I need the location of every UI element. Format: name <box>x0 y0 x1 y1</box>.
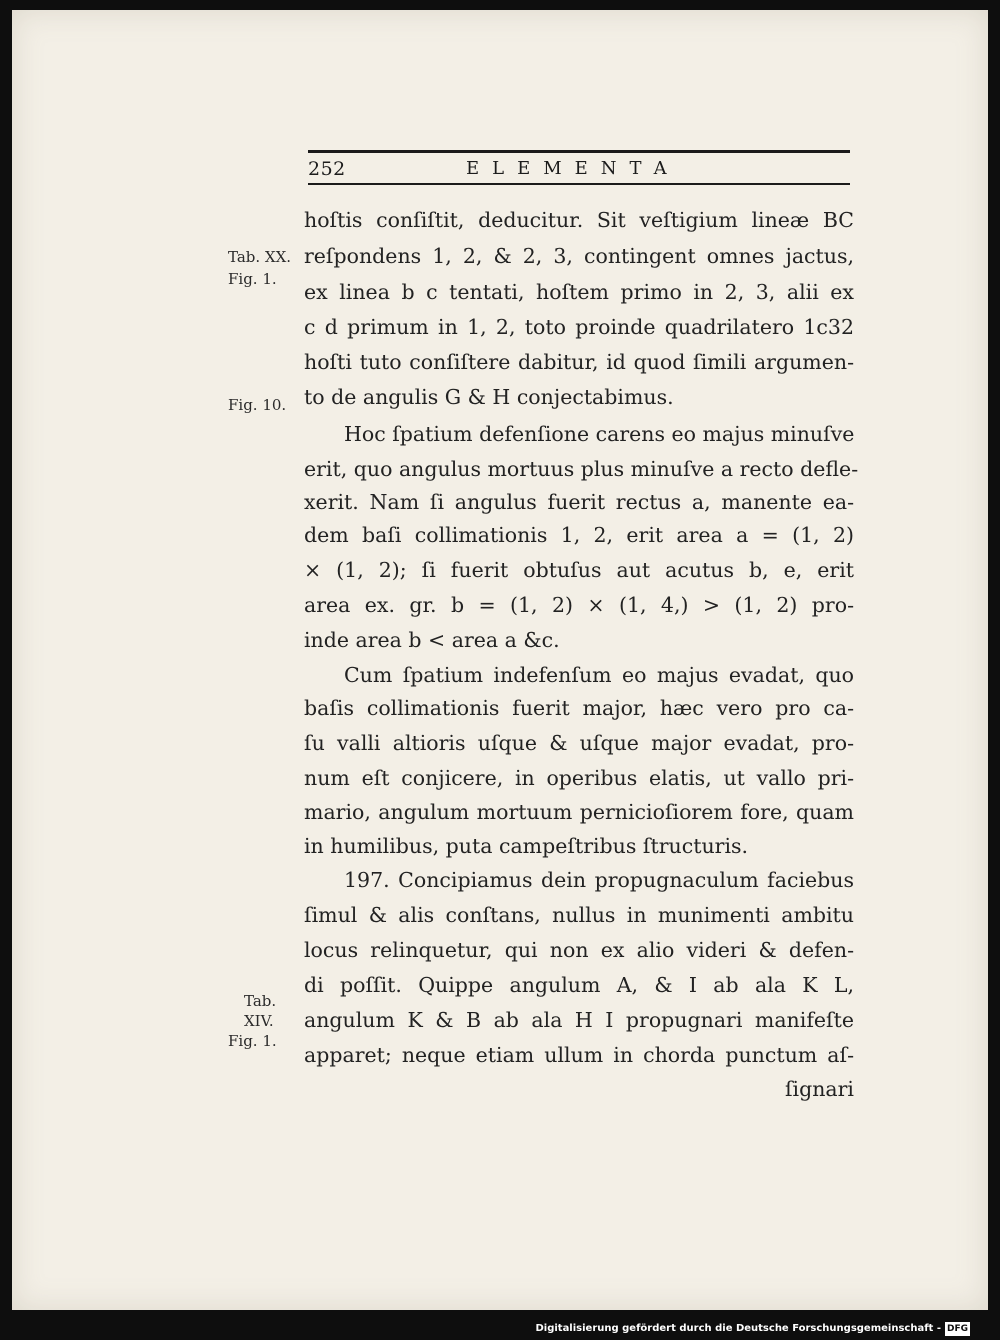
dfg-logo: DFG <box>946 1324 968 1334</box>
text-line: Cum ſpatium indefenſum eo majus evadat, quo <box>344 663 854 687</box>
text-line: hoſti tuto conſiſtere dabitur, id quod ſimili argumen- <box>304 350 854 374</box>
margin-note-fig-10: Fig. 10. <box>228 396 287 414</box>
text-line: xerit. Nam ſi angulus fuerit rectus a, manente ea- <box>304 490 854 514</box>
text-line: hoſtis conſiſtit, deducitur. Sit veſtigium lineæ BC <box>304 208 854 232</box>
margin-note-tab-xx: Tab. XX. <box>228 248 292 266</box>
text-line: ſu valli altioris uſque & uſque major evadat, pro- <box>304 731 854 755</box>
text-line: 197. Concipiamus dein propugnaculum faciebus <box>344 868 854 892</box>
text-line: ſimul & alis conſtans, nullus in munimenti ambitu <box>304 903 854 927</box>
text-line: to de angulis G & H conjectabimus. <box>304 385 674 409</box>
credit-text: Digitalisierung gefördert durch die Deutsche Forschungsgemeinschaft - <box>535 1323 941 1334</box>
margin-note-fig-1: Fig. 1. <box>228 270 277 288</box>
margin-note-fig-1-lower: Fig. 1. <box>228 1032 277 1050</box>
text-line: area ex. gr. b = (1, 2) × (1, 4,) > (1, 2) pro- <box>304 593 854 617</box>
text-line: baſis collimationis fuerit major, hæc vero pro ca- <box>304 696 854 720</box>
dfg-credit <box>535 1322 970 1336</box>
text-line: ex linea b c tentati, hoſtem primo in 2, 3, alii ex <box>304 280 854 304</box>
text-line: in humilibus, puta campeſtribus ſtructuris. <box>304 834 749 858</box>
text-line: c d primum in 1, 2, toto proinde quadrilatero 1c32 <box>304 315 854 339</box>
text-line: locus relinquetur, qui non ex alio videri & defen- <box>304 938 854 962</box>
text-line: erit, quo angulus mortuus plus minuſve a recto defle- <box>304 457 859 481</box>
text-line: num eſt conjicere, in operibus elatis, ut vallo pri- <box>304 766 854 790</box>
text-line: apparet; neque etiam ullum in chorda punctum aſ- <box>304 1043 854 1067</box>
text-line: di poſſit. Quippe angulum A, & I ab ala K L, <box>304 973 854 997</box>
text-line: dem baſi collimationis 1, 2, erit area a = (1, 2) <box>304 523 854 547</box>
text-line: reſpondens 1, 2, & 2, 3, contingent omnes jactus, <box>304 244 854 268</box>
running-head: ELEMENTA <box>466 158 680 179</box>
page-number: 252 <box>308 158 346 180</box>
text-line: angulum K & B ab ala H I propugnari manifeſte <box>304 1008 854 1032</box>
margin-note-tab: Tab. <box>244 992 277 1010</box>
text-line: mario, angulum mortuum pernicioſiorem fore, quam <box>304 800 854 824</box>
text-line: inde area b < area a &c. <box>304 628 560 652</box>
margin-note-xiv: XIV. <box>244 1012 274 1030</box>
book-page <box>12 10 988 1310</box>
header-rule-top <box>308 150 850 153</box>
catchword: ſignari <box>784 1077 854 1101</box>
text-line: × (1, 2); ſi fuerit obtuſus aut acutus b, e, erit <box>304 558 854 582</box>
text-line: Hoc ſpatium defenſione carens eo majus minuſve <box>344 422 855 446</box>
header-rule-bottom <box>308 183 850 185</box>
